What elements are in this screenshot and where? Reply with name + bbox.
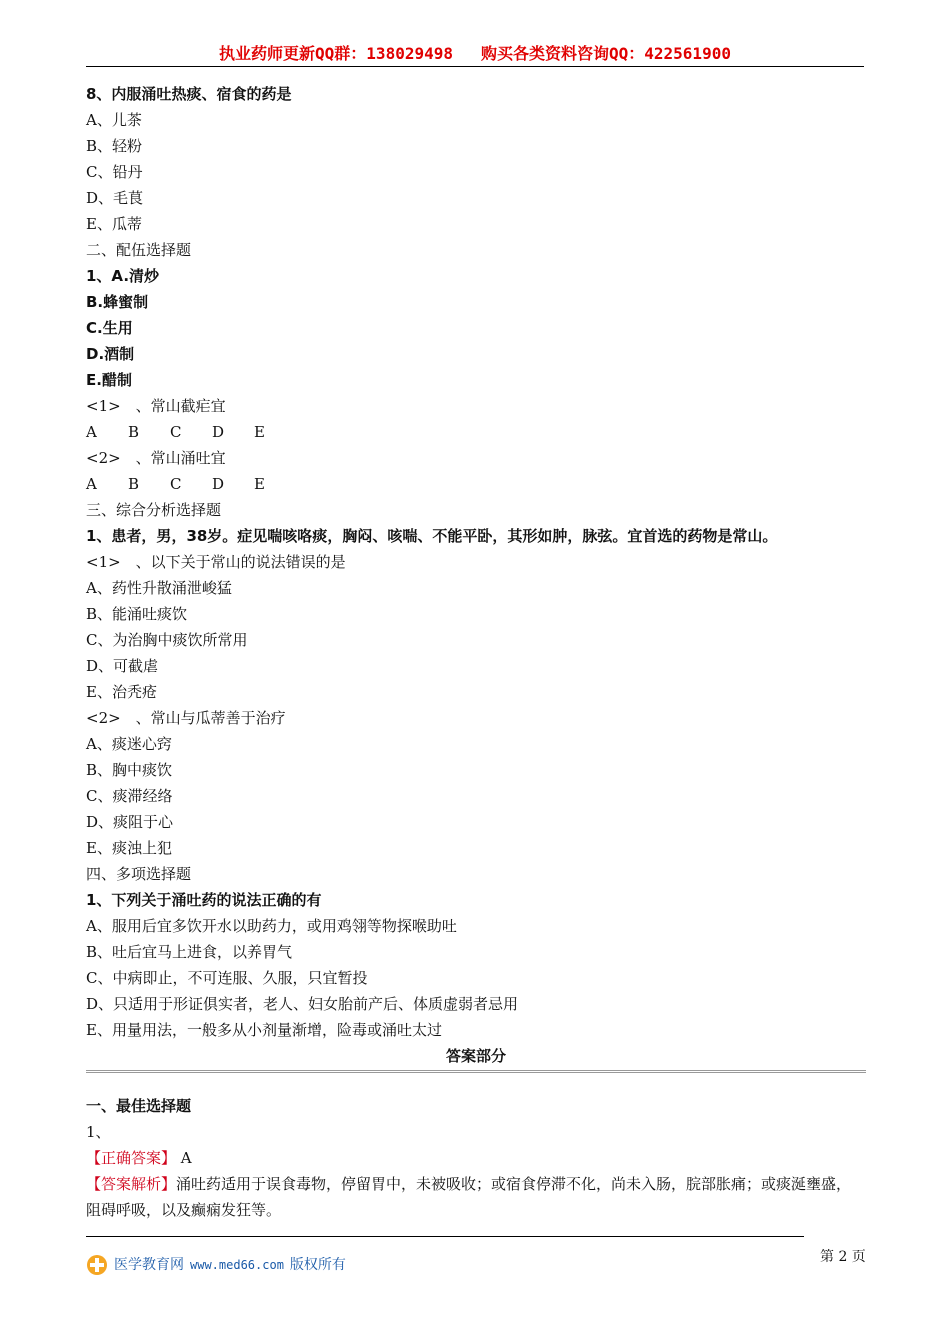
group-option-d: D.酒制 <box>86 345 135 363</box>
page-header <box>86 42 864 66</box>
option-b: B、胸中痰饮 <box>86 761 173 779</box>
answers-title: 答案部分 <box>445 1047 506 1065</box>
option-e: E、痰浊上犯 <box>86 839 172 857</box>
document-body <box>86 81 866 1223</box>
header-qq-group: 执业药师更新QQ群：138029498 <box>219 44 453 63</box>
letter-e: E <box>254 475 265 493</box>
letter-c: C <box>170 423 182 441</box>
analysis-label: 【答案解析】 <box>86 1175 177 1193</box>
letter-b: B <box>128 423 140 441</box>
letter-a: A <box>86 475 97 493</box>
sub-question: <1> 、以下关于常山的说法错误的是 <box>86 553 346 571</box>
group-option-b: B.蜂蜜制 <box>86 293 149 311</box>
letter-d: D <box>212 475 225 493</box>
option-b: B、吐后宜马上进食，以养胃气 <box>86 943 293 961</box>
answer-letters <box>86 419 866 445</box>
option-a: A、药性升散涌泄峻猛 <box>86 579 232 597</box>
option-a: A、儿茶 <box>86 111 142 129</box>
footer-url[interactable]: www.med66.com <box>190 1258 284 1272</box>
med66-logo-icon <box>86 1254 108 1276</box>
option-c: C、痰滞经络 <box>86 787 173 805</box>
option-d: D、可截虐 <box>86 657 159 675</box>
option-a: A、痰迷心窍 <box>86 735 172 753</box>
option-b: B、能涌吐痰饮 <box>86 605 188 623</box>
sub-question: <1> 、常山截疟宜 <box>86 397 226 415</box>
correct-answer-value: A <box>180 1149 192 1167</box>
option-e: E、瓜蒂 <box>86 215 142 233</box>
footer-rights: 版权所有 <box>289 1257 346 1273</box>
letter-a: A <box>86 423 97 441</box>
analysis-text: 涌吐药适用于误食毒物，停留胃中，未被吸收；或宿食停滞不化，尚未入肠，脘部胀痛；或痰涎壅盛，阻碍呼吸，以及癫痫发狂等。 <box>86 1175 852 1219</box>
question-stem: 1、下列关于涌吐药的说法正确的有 <box>86 891 322 909</box>
option-d: D、痰阻于心 <box>86 813 174 831</box>
header-contact-qq: 购买各类资料咨询QQ：422561900 <box>481 44 731 63</box>
option-d: D、毛茛 <box>86 189 144 207</box>
correct-answer-label: 【正确答案】 <box>86 1149 177 1167</box>
group-option-a: 1、A.清炒 <box>86 267 160 285</box>
footer-branding <box>86 1254 346 1276</box>
answer-analysis <box>86 1171 864 1223</box>
letter-b: B <box>128 475 140 493</box>
answer-letters <box>86 471 866 497</box>
option-b: B、轻粉 <box>86 137 143 155</box>
page-number: 第 2 页 <box>820 1249 866 1265</box>
footer-rule <box>86 1236 804 1237</box>
header-rule <box>86 66 864 67</box>
option-c: C、铅丹 <box>86 163 143 181</box>
option-c: C、中病即止，不可连服、久服，只宜暂投 <box>86 969 368 987</box>
option-e: E、治秃疮 <box>86 683 157 701</box>
letter-e: E <box>254 423 265 441</box>
letter-c: C <box>170 475 182 493</box>
footer-brand: 医学教育网 <box>114 1257 184 1273</box>
option-c: C、为治胸中痰饮所常用 <box>86 631 248 649</box>
answers-divider <box>86 1070 866 1073</box>
sub-question: <2> 、常山与瓜蒂善于治疗 <box>86 709 286 727</box>
option-a: A、服用后宜多饮开水以助药力，或用鸡翎等物探喉助吐 <box>86 917 457 935</box>
question-stem: 8、内服涌吐热痰、宿食的药是 <box>86 85 292 103</box>
letter-d: D <box>212 423 225 441</box>
option-d: D、只适用于形证俱实者，老人、妇女胎前产后、体质虚弱者忌用 <box>86 995 519 1013</box>
case-description: 1、患者，男，38岁。症见喘咳咯痰，胸闷、咳喘、不能平卧，其形如肿，脉弦。宜首选的药物是常山。 <box>86 527 778 545</box>
group-option-e: E.醋制 <box>86 371 132 389</box>
section-title: 三、综合分析选择题 <box>86 501 222 519</box>
section-title: 二、配伍选择题 <box>86 241 192 259</box>
group-option-c: C.生用 <box>86 319 133 337</box>
correct-answer <box>86 1145 866 1171</box>
answers-section-title: 一、最佳选择题 <box>86 1097 192 1115</box>
option-e: E、用量用法，一般多从小剂量渐增，险毒或涌吐太过 <box>86 1021 442 1039</box>
section-title: 四、多项选择题 <box>86 865 192 883</box>
answer-item-number: 1、 <box>86 1123 111 1141</box>
sub-question: <2> 、常山涌吐宜 <box>86 449 226 467</box>
